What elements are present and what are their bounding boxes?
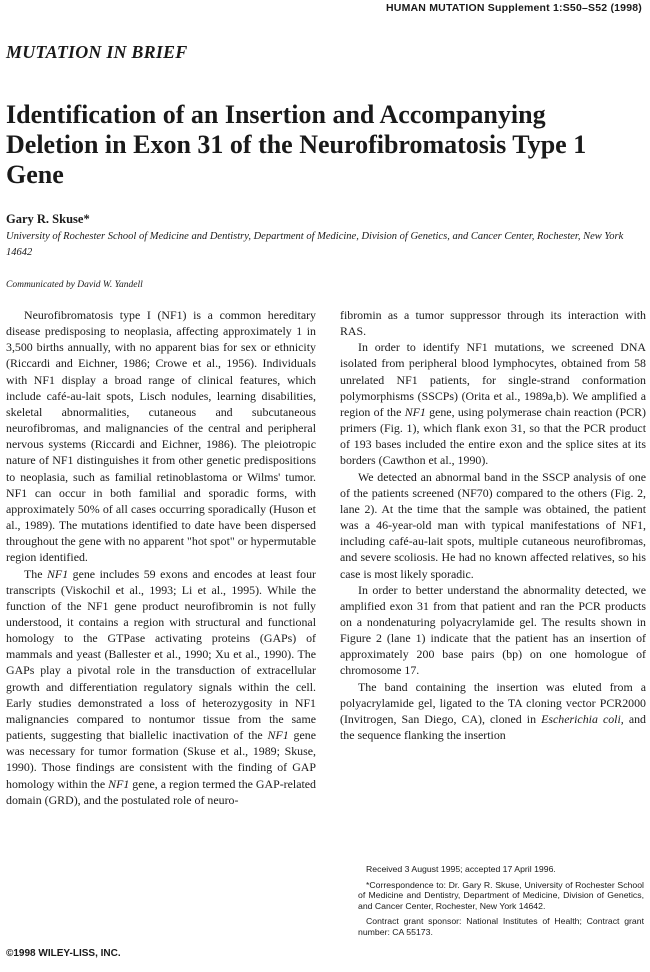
communicated-by: Communicated by David W. Yandell xyxy=(6,280,143,290)
paragraph-screening: In order to identify NF1 mutations, we screened DNA isolated from peripheral blood lymphocytes, obtained from 58 unrelated NF1 patients, for single-strand conformation polymorphisms (SSCPs) (Orita et al., 1989a,b). We amplified a region of the NF1 gene, using polymerase chain reaction (PCR) primers (Fig. 1), which flank exon 31, so that the PCR product of 193 bases included the entire exon and the splice sites at its borders (Cawthon et al., 1990). xyxy=(340,340,646,468)
gene-name: NF1 xyxy=(108,776,130,791)
copyright-notice: ©1998 WILEY-LISS, INC. xyxy=(6,948,121,959)
running-head: HUMAN MUTATION Supplement 1:S50–S52 (1998) xyxy=(386,2,642,14)
paragraph-abnormal-band: We detected an abnormal band in the SSCP analysis of one of the patients screened (NF70) compared to the others (Fig. 2, lane 2). At the time that the sample was obtained, the patient was a 46-year-old man with typical manifestations of NF1, including café-au-lait spots, multiple cutaneous neurofibromas, and severe scoliosis. He had no known affected relatives, so his case is most likely sporadic. xyxy=(340,469,646,581)
footnotes xyxy=(358,864,644,943)
footnote-correspondence: *Correspondence to: Dr. Gary R. Skuse, University of Rochester School of Medicine and Dentistry, Department of Medicine, Division of Genetics, and Cancer Center, Rochester, New York 14642. xyxy=(358,879,644,911)
footnote-received: Received 3 August 1995; accepted 17 April 1996. xyxy=(366,864,556,874)
article-title: Identification of an Insertion and Accompanying Deletion in Exon 31 of the Neurofibromatosis Type 1 Gene xyxy=(6,100,587,189)
gene-name: NF1 xyxy=(47,566,69,581)
body-column-right xyxy=(340,307,646,743)
paragraph-insertion: In order to better understand the abnormality detected, we amplified exon 31 from that patient and ran the PCR products on a nondenaturing polyacrylamide gel. The results shown in Figure 2 (lane 1) indicate that the patient has an insertion of approximately 200 base pairs (bp) on one homologue of chromosome 17. xyxy=(340,582,646,678)
gene-name: NF1 xyxy=(404,404,426,419)
body-column-left xyxy=(6,307,316,808)
author-name: Gary R. Skuse* xyxy=(6,212,90,226)
paragraph-intro: Neurofibromatosis type I (NF1) is a common hereditary disease predisposing to neoplasia, affecting approximately 1 in 3,500 births annually, with no apparent bias for sex or ethnicity (Riccardi and Eichner, 1986; Crowe et al., 1956). Individuals with NF1 display a broad range of clinical features, which include café-au-lait spots, Lisch nodules, learning disabilities, skeletal abnormalities, cutaneous and subcutaneous neurofibromas, and malignancies of the central and peripheral nervous systems (Riccardi and Eichner, 1986). The pleiotropic nature of NF1 distinguishes it from other genetic predispositions to neoplasia, such as familial retinoblastoma or Wilms' tumor. NF1 can occur in both familial and sporadic forms, with approximately 50% of all cases occurring sporadically (Huson et al., 1989). The mutations identified to date have been dispersed throughout the gene with no apparent "hot spot" or hypermutable region identified. xyxy=(6,308,316,565)
gene-name: NF1 xyxy=(267,728,289,743)
paragraph-cloning: The band containing the insertion was eluted from a polyacrylamide gel, ligated to the TA cloning vector PCR2000 (Invitrogen, San Diego, CA), cloned in Escherichia coli, and the sequence flanking the insertion xyxy=(340,679,646,743)
footnote-grant: Contract grant sponsor: National Institutes of Health; Contract grant number: CA 55173. xyxy=(358,916,644,937)
paragraph-continued: fibromin as a tumor suppressor through its interaction with RAS. xyxy=(340,308,646,339)
paragraph-nf1-gene: The NF1 gene includes 59 exons and encodes at least four transcripts (Viskochil et al., 1993; Li et al., 1995). While the function of the NF1 gene product neurofibromin is not fully understood, it contains a region with structural and functional homology to the GTPase activating proteins (GAPs) of mammals and yeast (Ballester et al., 1990; Xu et al., 1990). The GAPs play a pivotal role in the transduction of extracellular growth and differentiation regulatory signals within the cell. Early studies demonstrated a loss of heterozygosity in NF1 malignancies compared to nontumor tissue from the same patients, suggesting that biallelic inactivation of the NF1 gene was necessary for tumor formation (Skuse et al., 1989; Skuse, 1990). Those findings are consistent with the finding of GAP homology within the NF1 gene, a region termed the GAP-related domain (GRD), and the postulated role of neuro- xyxy=(6,566,317,807)
section-label: MUTATION IN BRIEF xyxy=(6,42,188,62)
species-name: Escherichia coli, xyxy=(541,711,624,726)
author-affiliation: University of Rochester School of Medicine and Dentistry, Department of Medicine, Division of Genetics, and Cancer Center, Rochester, New York 14642 xyxy=(6,231,624,258)
